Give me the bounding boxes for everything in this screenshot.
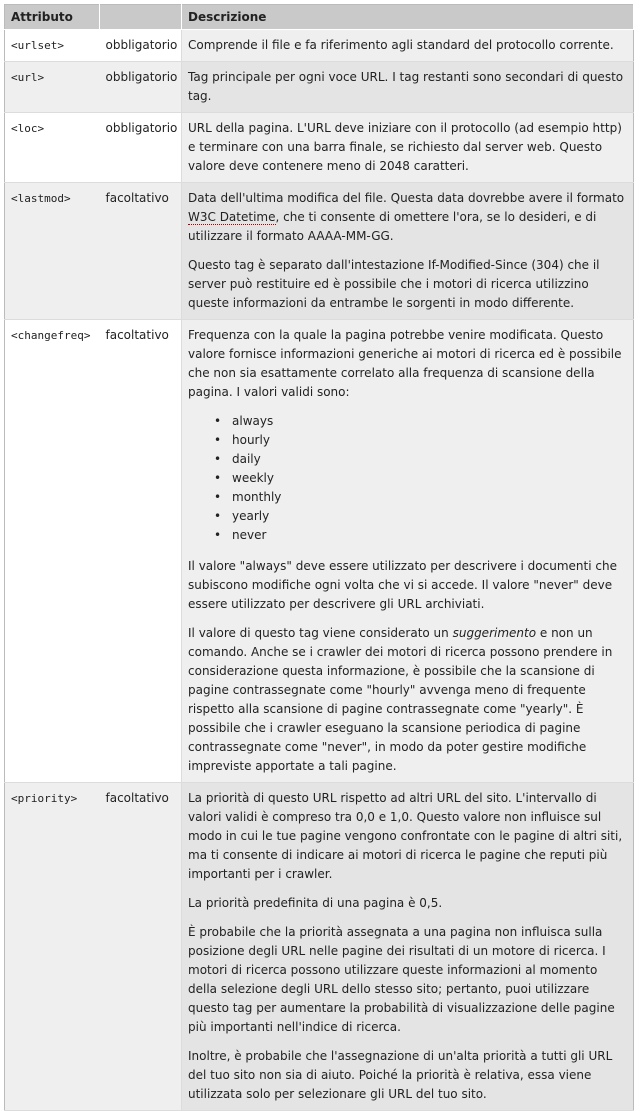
description bbox=[182, 783, 634, 1111]
sitemap-attributes-table bbox=[4, 4, 634, 1111]
table-row-loc bbox=[5, 113, 634, 183]
description-text: Comprende il file e fa riferimento agli standard del protocollo corrente. bbox=[188, 38, 614, 52]
list-item: • never bbox=[232, 526, 627, 545]
tag-name: <changefreq> bbox=[5, 320, 100, 783]
requirement: obbligatorio bbox=[100, 113, 182, 183]
list-item: • yearly bbox=[232, 507, 627, 526]
description-text: Questo tag è separato dall'intestazione If-Modified-Since (304) che il server può restituire ed è possibile che i motori di ricerca utilizzino queste informazioni da entrambe le sorgenti in modo differente. bbox=[188, 258, 600, 310]
list-item: • daily bbox=[232, 450, 627, 469]
w3c-datetime-link[interactable]: W3C Datetime bbox=[188, 210, 276, 224]
requirement: obbligatorio bbox=[100, 62, 182, 113]
list-item: • always bbox=[232, 412, 627, 431]
text-segment: , che ti consente di omettere l'ora, se lo desideri, e di utilizzare il formato AAAA-MM-GG. bbox=[188, 210, 597, 243]
text-segment: Il valore di questo tag viene considerato un bbox=[188, 626, 453, 640]
tag-name: <loc> bbox=[5, 113, 100, 183]
requirement: facoltativo bbox=[100, 320, 182, 783]
description-text: Frequenza con la quale la pagina potrebbe venire modificata. Questo valore fornisce informazioni generiche ai motori di ricerca ed è possibile che non sia esattamente correlato alla frequenza di scansione della pagina. I valori validi sono: bbox=[188, 328, 622, 399]
description bbox=[182, 320, 634, 783]
table-header-row bbox=[5, 5, 634, 30]
list-item: • monthly bbox=[232, 488, 627, 507]
tag-name: <urlset> bbox=[5, 30, 100, 62]
emphasis: suggerimento bbox=[452, 626, 537, 640]
table-row-priority bbox=[5, 783, 634, 1111]
requirement: facoltativo bbox=[100, 183, 182, 320]
table-row-url bbox=[5, 62, 634, 113]
description bbox=[182, 113, 634, 183]
text-segment: e non un comando. Anche se i crawler dei motori di ricerca possono prendere in considerazione questa informazione, è possibile che la scansione di pagine contrassegnate come "hourly" avvenga meno di frequente rispetto alla scansione di pagine contrassegnate come "yearly". È possibile che i crawler eseguano la scansione periodica di pagine contrassegnate come "never", in modo da poter gestire modifiche impreviste apportate a tali pagine. bbox=[188, 626, 613, 773]
description-text bbox=[188, 624, 627, 776]
list-item: • weekly bbox=[232, 469, 627, 488]
list-item: • hourly bbox=[232, 431, 627, 450]
description bbox=[182, 62, 634, 113]
table-row-urlset bbox=[5, 30, 634, 62]
header-description: Descrizione bbox=[182, 5, 634, 30]
description-text: La priorità predefinita di una pagina è 0,5. bbox=[188, 896, 443, 910]
table-row-changefreq bbox=[5, 320, 634, 783]
description-text: La priorità di questo URL rispetto ad altri URL del sito. L'intervallo di valori validi è compreso tra 0,0 e 1,0. Questo valore non influisce sul modo in cui le tue pagine vengono confrontate con le pagine di altri siti, ma ti consente di indicare ai motori di ricerca le pagine che reputi più importanti per i crawler. bbox=[188, 791, 623, 881]
valid-values-list bbox=[188, 412, 627, 545]
header-attribute: Attributo bbox=[5, 5, 100, 30]
description-text: Il valore "always" deve essere utilizzato per descrivere i documenti che subiscono modifiche ogni volta che vi si accede. Il valore "never" deve essere utilizzato per descrivere gli URL archiviati. bbox=[188, 559, 617, 611]
requirement: obbligatorio bbox=[100, 30, 182, 62]
description-text: È probabile che la priorità assegnata a una pagina non influisca sulla posizione degli URL nelle pagine dei risultati di un motore di ricerca. I motori di ricerca possono utilizzare queste informazioni al momento della selezione degli URL dello stesso sito; pertanto, puoi utilizzare questo tag per aumentare la probabilità di visualizzazione delle pagine più importanti nell'indice di ricerca. bbox=[188, 925, 615, 1034]
tag-name: <priority> bbox=[5, 783, 100, 1111]
description-text: URL della pagina. L'URL deve iniziare con il protocollo (ad esempio http) e terminare con una barra finale, se richiesto dal server web. Questo valore deve contenere meno di 2048 caratteri. bbox=[188, 121, 622, 173]
table-row-lastmod bbox=[5, 183, 634, 320]
text-segment: Data dell'ultima modifica del file. Questa data dovrebbe avere il formato bbox=[188, 191, 625, 205]
tag-name: <url> bbox=[5, 62, 100, 113]
description-text: Tag principale per ogni voce URL. I tag restanti sono secondari di questo tag. bbox=[188, 70, 624, 103]
description-text bbox=[188, 189, 627, 246]
description bbox=[182, 30, 634, 62]
tag-name: <lastmod> bbox=[5, 183, 100, 320]
description bbox=[182, 183, 634, 320]
requirement: facoltativo bbox=[100, 783, 182, 1111]
header-requirement bbox=[100, 5, 182, 30]
description-text: Inoltre, è probabile che l'assegnazione di un'alta priorità a tutti gli URL del tuo sito non sia di aiuto. Poiché la priorità è relativa, essa viene utilizzata solo per selezionare gli URL del tuo sito. bbox=[188, 1049, 613, 1101]
